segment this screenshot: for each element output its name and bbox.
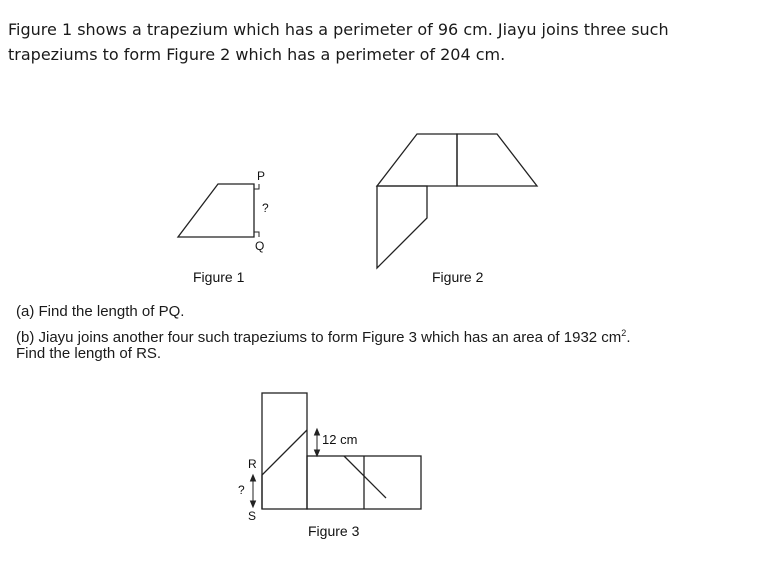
question-intro: Figure 1 shows a trapezium which has a perimeter of 96 cm. Jiayu joins three such trapeziums to form Figure 2 which has a perimeter of 204 cm. xyxy=(8,20,669,64)
label-q: Q xyxy=(255,239,265,253)
label-r: R xyxy=(248,457,257,471)
figure3-caption: Figure 3 xyxy=(308,523,360,539)
figure1-trapezium xyxy=(178,184,259,237)
figure2-caption: Figure 2 xyxy=(432,269,484,285)
part-b-prefix: (b) Jiayu joins another four such trapeziums to form Figure 3 which has an area of 1932 cm xyxy=(16,329,622,346)
figure2-shape xyxy=(377,134,537,268)
part-b-suffix: . xyxy=(626,329,631,346)
figure1-caption: Figure 1 xyxy=(193,269,245,285)
dimension-label: 12 cm xyxy=(322,432,358,447)
dimension-arrow-rs xyxy=(251,475,256,507)
part-b-line2: Find the length of RS. xyxy=(16,345,162,362)
figure3-shape xyxy=(262,393,421,509)
part-b-superscript: 2 xyxy=(621,328,627,338)
part-a-text: (a) Find the length of PQ. xyxy=(16,303,185,320)
dimension-arrow-12cm xyxy=(315,429,320,456)
label-p: P xyxy=(257,169,266,183)
label-unknown-fig3: ? xyxy=(238,483,245,497)
label-unknown-fig1: ? xyxy=(262,201,269,215)
label-s: S xyxy=(248,509,257,523)
